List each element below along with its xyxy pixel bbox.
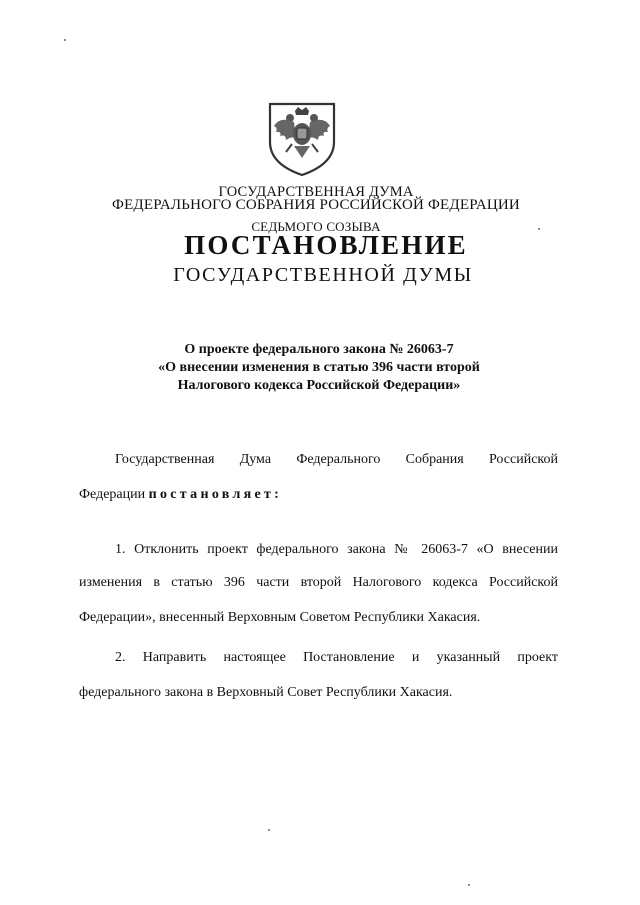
scan-speck: [468, 884, 470, 886]
coat-of-arms-emblem: [264, 98, 340, 178]
organization-federation: ФЕДЕРАЛЬНОГО СОБРАНИЯ РОССИЙСКОЙ ФЕДЕРАЦИИ: [112, 197, 520, 213]
document-type-subheading: ГОСУДАРСТВЕННОЙ ДУМЫ: [173, 264, 473, 286]
preamble-prefix: Федерации: [79, 487, 146, 502]
organization-name: ГОСУДАРСТВЕННАЯ ДУМА: [218, 184, 414, 200]
item-1-line: Федерации», внесенный Верховным Советом Республики Хакасия.: [79, 610, 481, 625]
document-title-line: «О внесении изменения в статью 396 части второй: [158, 360, 480, 375]
preamble-line: Государственная Дума Федерального Собрания Российской: [115, 452, 558, 467]
document-title-line: Налогового кодекса Российской Федерации»: [177, 378, 461, 393]
item-1-line: 1. Отклонить проект федерального закона № 26063-7 «О внесении: [115, 542, 558, 557]
document-title-line: О проекте федерального закона № 26063-7: [184, 342, 454, 357]
scan-speck: [538, 228, 540, 230]
document-type-heading: ПОСТАНОВЛЕНИЕ: [184, 230, 468, 260]
scan-speck: [64, 39, 66, 41]
convocation: СЕДЬМОГО СОЗЫВА: [251, 219, 381, 234]
item-2-line: 2. Направить настоящее Постановление и указанный проект: [115, 650, 558, 665]
resolution-verb: постановляет:: [148, 487, 283, 502]
item-1-line: изменения в статью 396 части второй Налогового кодекса Российской: [79, 575, 558, 590]
scan-speck: [268, 829, 270, 831]
item-2-line: федерального закона в Верховный Совет Республики Хакасия.: [79, 685, 453, 700]
preamble-line: [79, 486, 282, 504]
